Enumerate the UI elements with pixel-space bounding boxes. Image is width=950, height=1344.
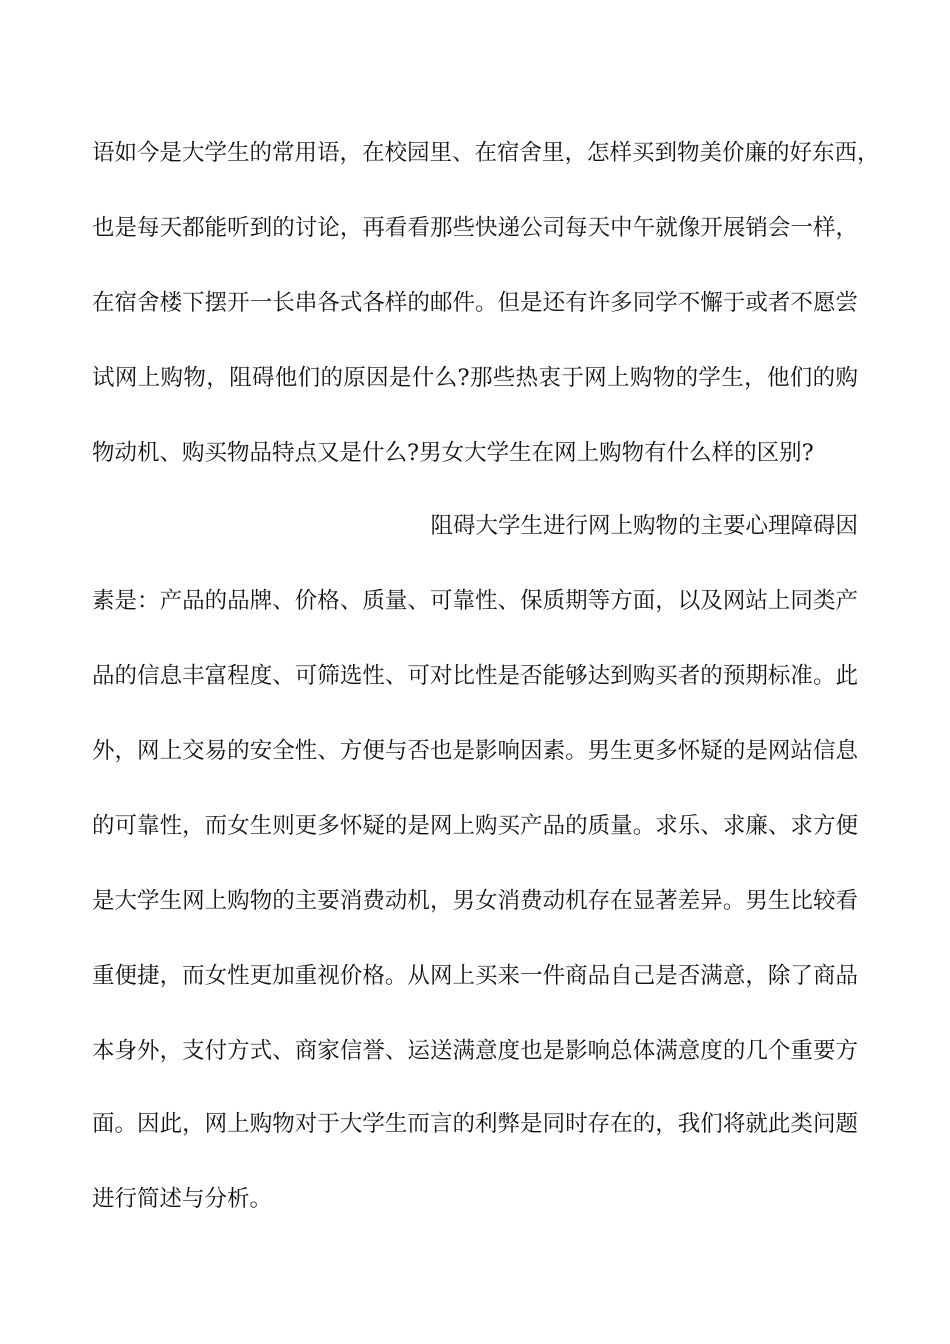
- paragraph-line: 重便捷，而女性更加重视价格。从网上买来一件商品自己是否满意，除了商品: [92, 963, 858, 989]
- paragraph-line: 试网上购物，阻碍他们的原因是什么?那些热衷于网上购物的学生，他们的购: [92, 365, 858, 391]
- paragraph-line: 物动机、购买物品特点又是什么?男女大学生在网上购物有什么样的区别?: [92, 440, 814, 466]
- paragraph-line: 是大学生网上购物的主要消费动机，男女消费动机存在显著差异。男生比较看: [92, 888, 858, 914]
- paragraph-line: 面。因此，网上购物对于大学生而言的利弊是同时存在的，我们将就此类问题: [92, 1111, 858, 1137]
- paragraph-line: 本身外，支付方式、商家信誉、运送满意度也是影响总体满意度的几个重要方: [92, 1038, 858, 1064]
- paragraph-line: 品的信息丰富程度、可筛选性、可对比性是否能够达到购买者的预期标准。此: [92, 663, 858, 689]
- paragraph-line: 进行简述与分析。: [92, 1186, 273, 1212]
- paragraph-line: 素是：产品的品牌、价格、质量、可靠性、保质期等方面，以及网站上同类产: [92, 588, 858, 614]
- paragraph-line: 语如今是大学生的常用语，在校园里、在宿舍里，怎样买到物美价廉的好东西，: [92, 140, 880, 166]
- paragraph-line: 阻碍大学生进行网上购物的主要心理障碍因: [430, 513, 858, 539]
- paragraph-line: 也是每天都能听到的讨论，再看看那些快递公司每天中午就像开展销会一样，: [92, 215, 858, 241]
- paragraph-line: 在宿舍楼下摆开一长串各式各样的邮件。但是还有许多同学不懈于或者不愿尝: [92, 290, 858, 316]
- paragraph-line: 的可靠性，而女生则更多怀疑的是网上购买产品的质量。求乐、求廉、求方便: [92, 813, 858, 839]
- paragraph-line: 外，网上交易的安全性、方便与否也是影响因素。男生更多怀疑的是网站信息: [92, 738, 858, 764]
